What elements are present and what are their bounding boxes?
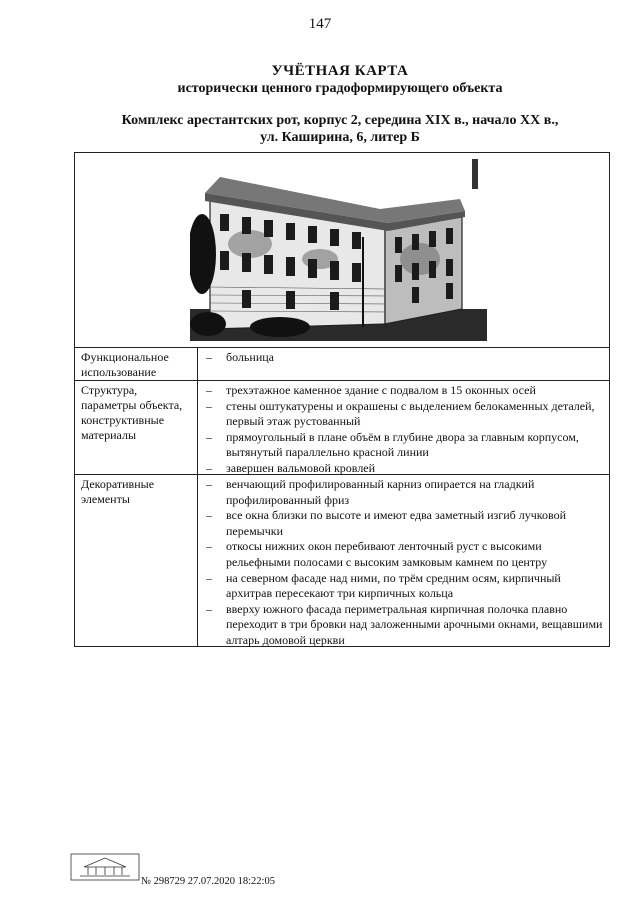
list-item: – все окна близки по высоте и имеют едва заметный изгиб лучковой перемычки xyxy=(205,508,603,539)
list-item: – трехэтажное каменное здание с подвалом в 15 оконных осей xyxy=(205,383,603,399)
row-items xyxy=(205,477,603,649)
document-heading xyxy=(60,63,620,97)
table-row-decor xyxy=(75,475,609,646)
table-row-function xyxy=(75,348,609,381)
object-name-line-2: ул. Каширина, 6, литер Б xyxy=(260,130,420,145)
photo-cell xyxy=(75,153,609,348)
object-name xyxy=(60,112,620,146)
table-row-structure xyxy=(75,381,609,475)
list-item: – прямоугольный в плане объём в глубине двора за главным корпусом, вытянутый параллельно красной линии xyxy=(205,430,603,461)
document-stamp: № 298729 27.07.2020 18:22:05 xyxy=(141,876,275,887)
row-items xyxy=(205,383,603,477)
row-label: Функциональное использование xyxy=(81,350,169,379)
list-item: – больница xyxy=(205,350,603,366)
row-label: Декоративные элементы xyxy=(81,477,155,506)
list-item: – стены оштукатурены и окрашены с выделением белокаменных деталей, первый этаж рустованный xyxy=(205,399,603,430)
list-item: – завершен вальмовой кровлей xyxy=(205,461,603,477)
object-name-line-1: Комплекс арестантских рот, корпус 2, середина XIX в., начало XX в., xyxy=(121,113,559,128)
list-item: – вверху южного фасада периметральная кирпичная полочка плавно переходит в три бровки над заложенными арочными окнами, вещавшими алтарь домовой церкви xyxy=(205,602,603,649)
row-items xyxy=(205,350,603,366)
building-photo xyxy=(190,159,487,341)
registration-card-table xyxy=(74,152,610,647)
government-seal-icon xyxy=(70,853,140,881)
list-item: – откосы нижних окон перебивают ленточный руст с высокими рельефными полосами с высоким замковым камнем по центру xyxy=(205,539,603,570)
row-label: Структура, параметры объекта, конструктивные материалы xyxy=(81,383,183,442)
page-number: 147 xyxy=(308,16,332,32)
document-subtitle: исторически ценного градоформирующего объекта xyxy=(177,81,503,96)
document-title: УЧЁТНАЯ КАРТА xyxy=(271,63,409,79)
list-item: – на северном фасаде над ними, по трём средним осям, кирпичный архитрав пересекают три кирпичных кольца xyxy=(205,571,603,602)
list-item: – венчающий профилированный карниз опирается на гладкий профилированный фриз xyxy=(205,477,603,508)
